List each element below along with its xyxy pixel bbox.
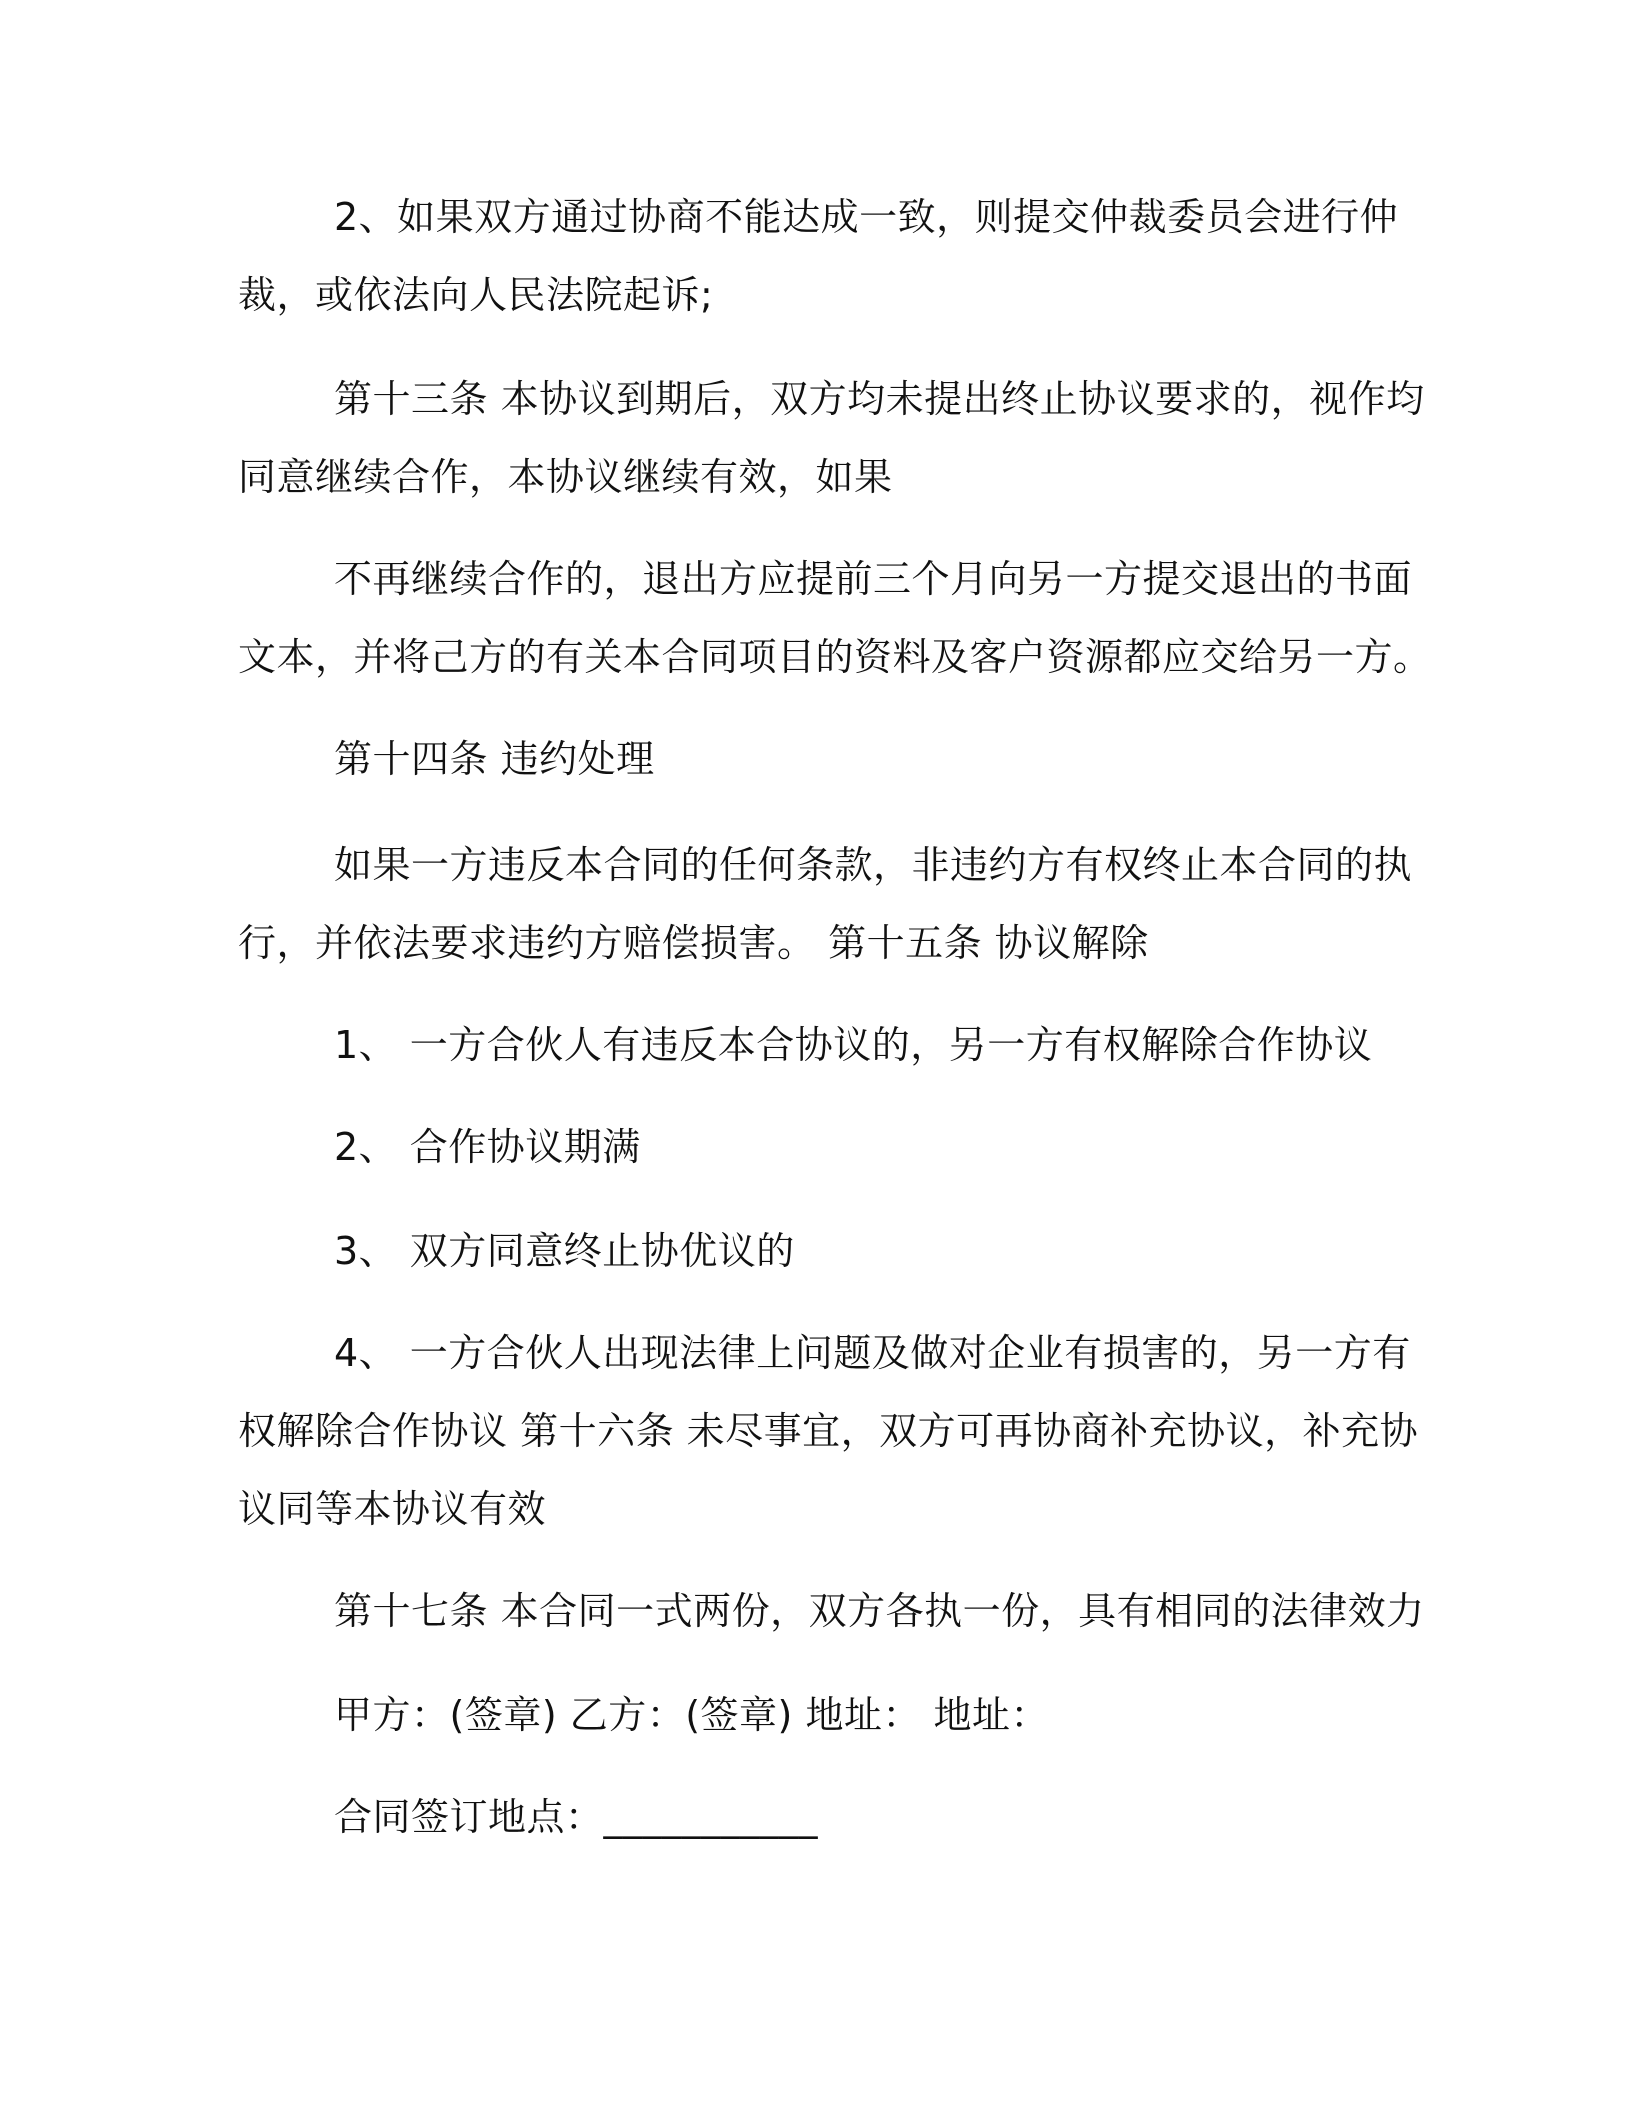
list-item-termination-1: 1、 一方合伙人有违反本合协议的，另一方有权解除合作协议 bbox=[334, 1023, 1373, 1067]
paragraph-breach bbox=[238, 826, 1413, 982]
heading-article-14: 第十四条 违约处理 bbox=[334, 737, 655, 781]
signature-line: 甲方：(签章) 乙方：(签章) 地址： 地址： bbox=[334, 1693, 1050, 1737]
list-item-termination-2: 2、 合作协议期满 bbox=[334, 1125, 641, 1169]
text-line: 文本，并将己方的有关本合同项目的资料及客户资源都应交给另一方。 bbox=[238, 635, 1432, 679]
text-line: 裁，或依法向人民法院起诉; bbox=[238, 273, 714, 317]
text-line: 4、 一方合伙人出现法律上问题及做对企业有损害的，另一方有 bbox=[334, 1331, 1411, 1375]
text-line: 议同等本协议有效 bbox=[238, 1487, 547, 1531]
text-line: 行，并依法要求违约方赔偿损害。 第十五条 协议解除 bbox=[238, 921, 1149, 965]
paragraph-article-17: 第十七条 本合同一式两份，双方各执一份，具有相同的法律效力 bbox=[334, 1589, 1425, 1633]
text-line: 第十三条 本协议到期后，双方均未提出终止协议要求的，视作均 bbox=[334, 377, 1425, 421]
text-line: 权解除合作协议 第十六条 未尽事宜，双方可再协商补充协议，补充协 bbox=[238, 1409, 1419, 1453]
paragraph-termination-4 bbox=[238, 1314, 1419, 1548]
text-line: 2、如果双方通过协商不能达成一致，则提交仲裁委员会进行仲 bbox=[334, 195, 1399, 239]
text-line: 同意继续合作，本协议继续有效，如果 bbox=[238, 455, 893, 499]
paragraph-article-13 bbox=[238, 360, 1425, 516]
signing-location-line: 合同签订地点：___________ bbox=[334, 1795, 819, 1839]
paragraph-arbitration bbox=[238, 178, 1398, 334]
paragraph-withdrawal bbox=[238, 540, 1432, 696]
text-line: 不再继续合作的，退出方应提前三个月向另一方提交退出的书面 bbox=[334, 557, 1413, 601]
text-line: 如果一方违反本合同的任何条款，非违约方有权终止本合同的执 bbox=[334, 843, 1413, 887]
list-item-termination-3: 3、 双方同意终止协优议的 bbox=[334, 1229, 795, 1273]
